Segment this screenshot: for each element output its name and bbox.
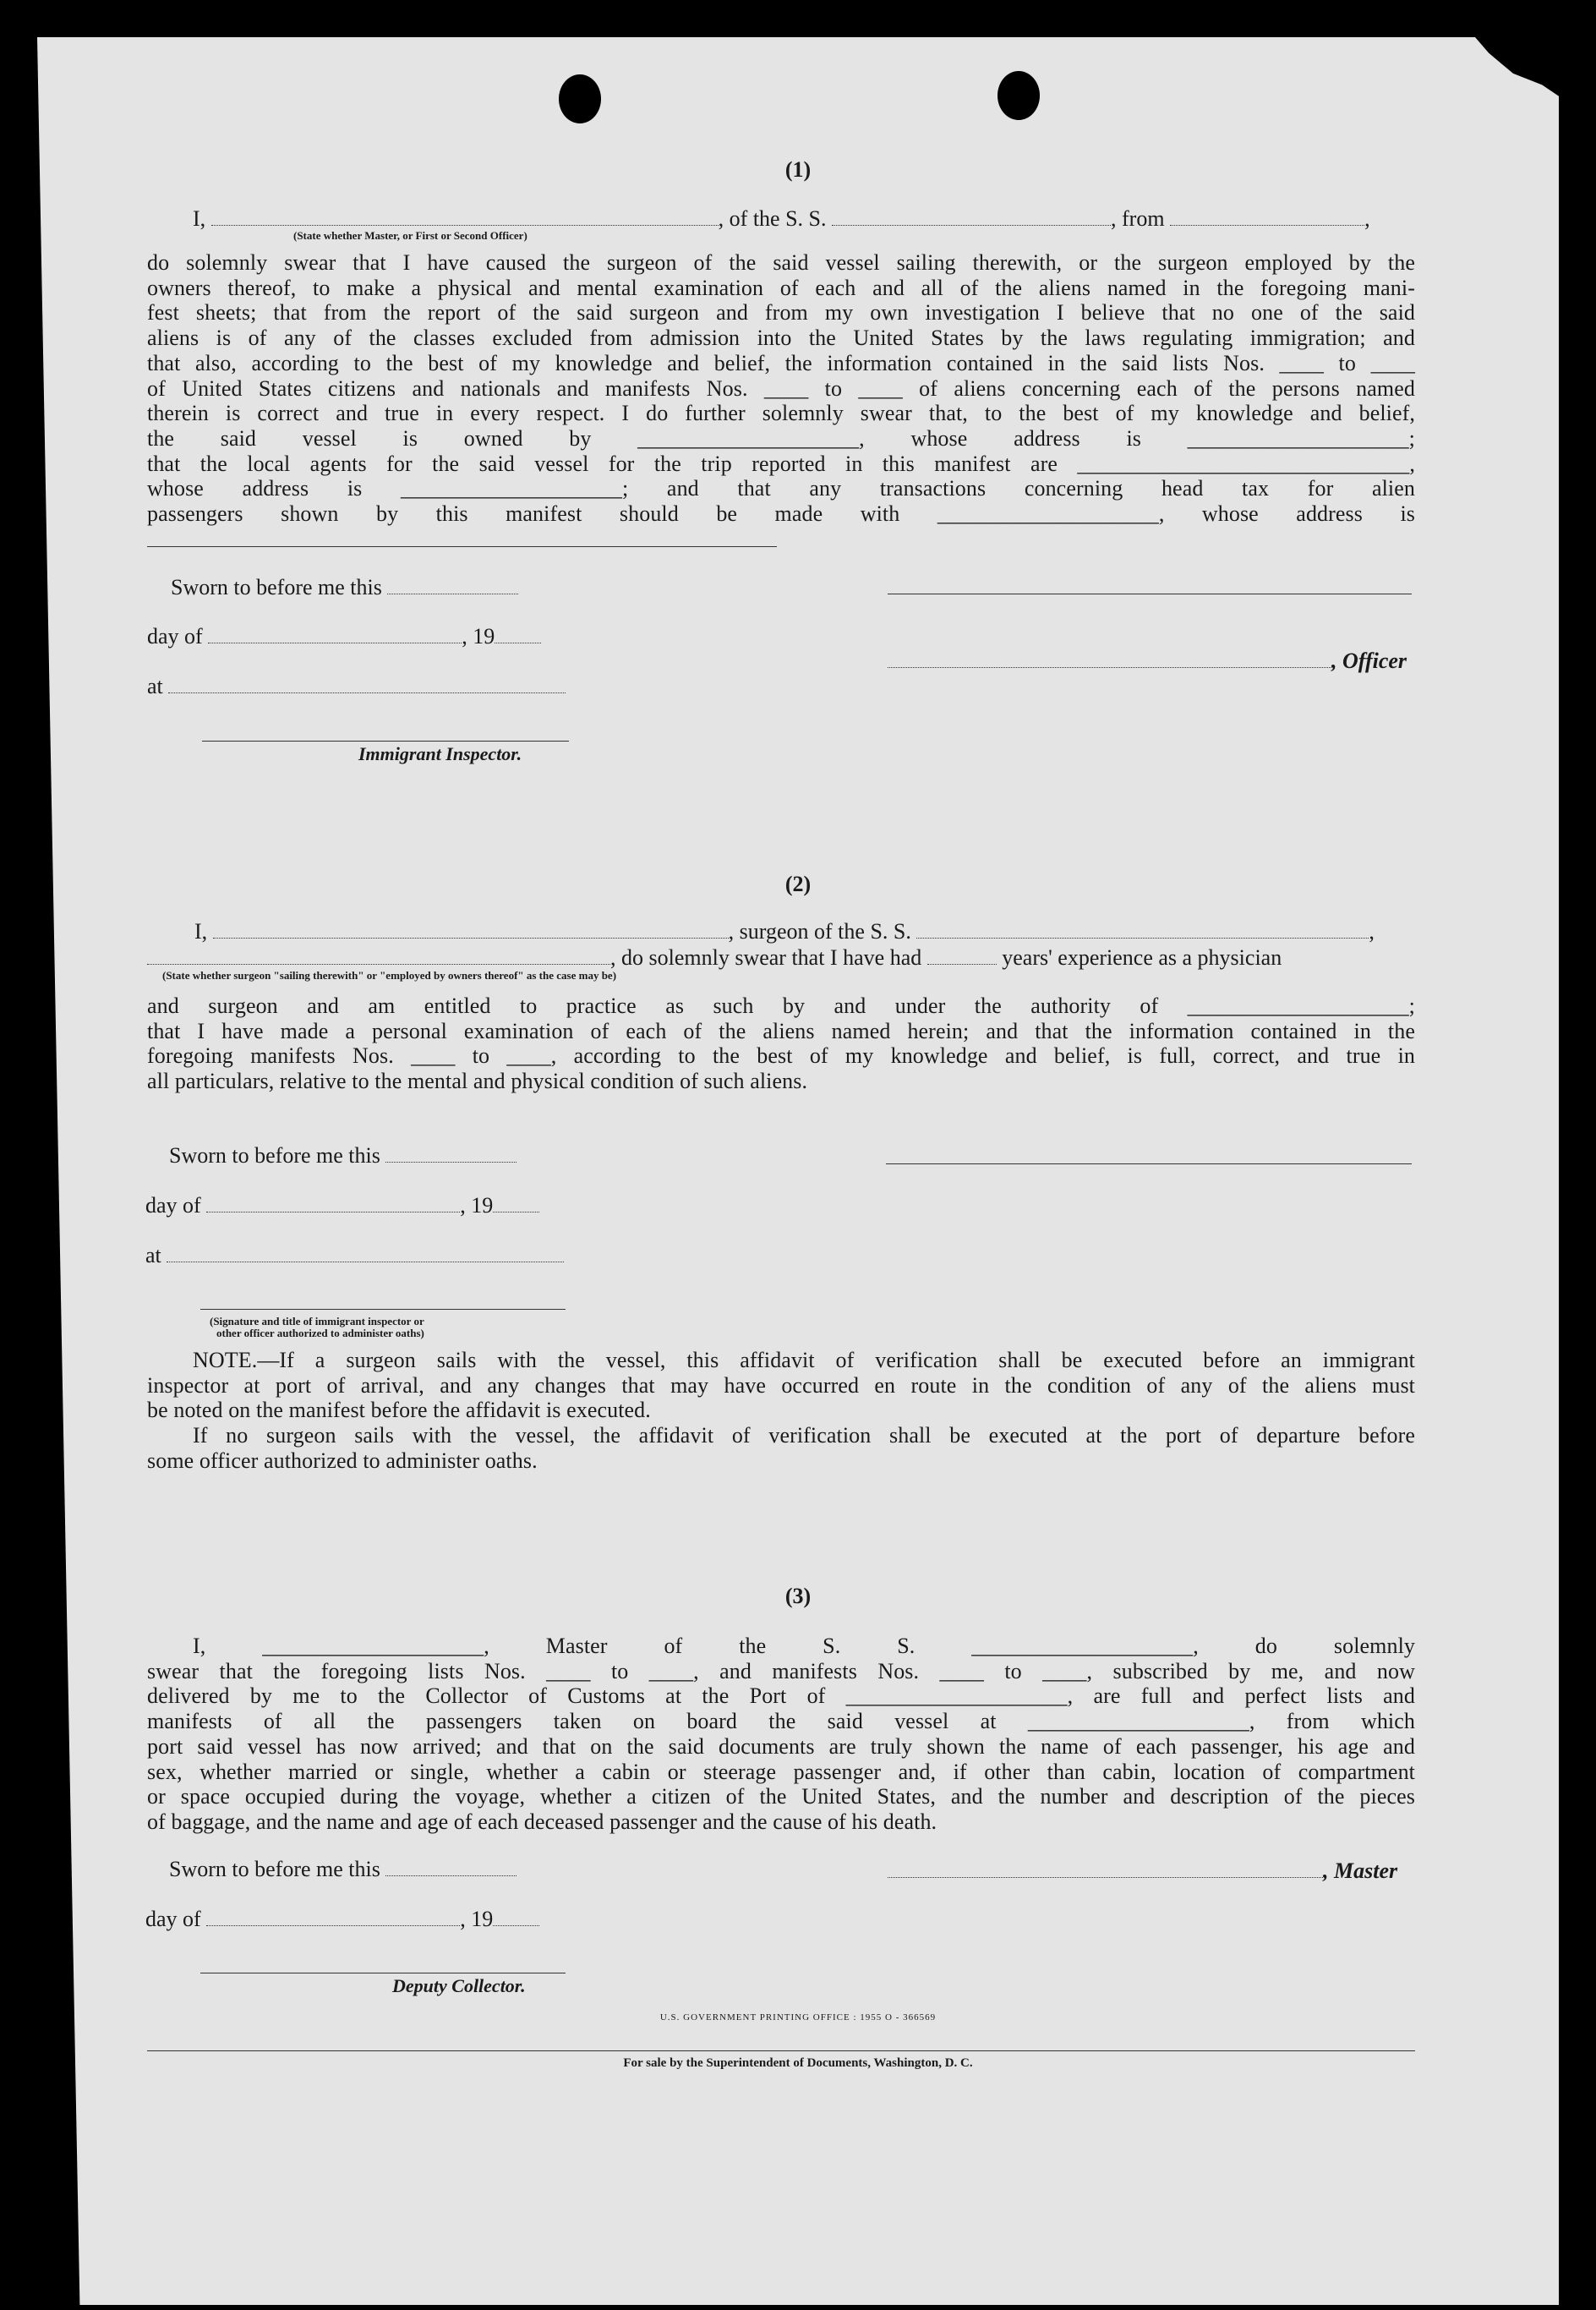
text-line: aliens is of any of the classes excluded from admission into the United States by the laws regulating immigration; and xyxy=(147,326,1415,351)
surgeon-capacity-field[interactable] xyxy=(147,947,610,965)
surgeon-name-field[interactable] xyxy=(213,921,729,939)
aff2-sworn-row: Sworn to before me this xyxy=(169,1143,517,1169)
text-line: therein is correct and true in every respect. I do further solemnly swear that, to the best of my knowledge and belief, xyxy=(147,401,1415,426)
text-line: and surgeon and am entitled to practice as such by and under the authority of ____________________; xyxy=(147,994,1415,1018)
text-line: NOTE.—If a surgeon sails with the vessel, this affidavit of verification shall be executed before an immigrant xyxy=(193,1348,1415,1372)
text-line: sex, whether married or single, whether a cabin or steerage passenger and, if other than cabin, location of compartment xyxy=(147,1759,1415,1784)
years-experience-field[interactable] xyxy=(927,947,997,965)
text-line: that I have made a personal examination of each of the aliens named herein; and that the information contained in the xyxy=(147,1018,1415,1043)
aff2-at-row: at xyxy=(145,1243,564,1268)
year-field[interactable] xyxy=(493,1908,539,1926)
immigrant-inspector-label: Immigrant Inspector. xyxy=(358,743,522,764)
text-line: be noted on the manifest before the affidavit is executed. xyxy=(147,1398,651,1423)
sworn-day-field[interactable] xyxy=(385,1145,517,1163)
text-line: some officer authorized to administer oaths. xyxy=(147,1448,538,1473)
ship-name-field[interactable] xyxy=(832,208,1111,226)
text-line: passengers shown by this manifest should be made with ____________________, whose address is xyxy=(147,501,1415,527)
inspector-signature-line[interactable] xyxy=(202,741,569,742)
text-line: port said vessel has now arrived; and that on the said documents are truly shown the name of each passenger, his age and xyxy=(147,1733,1415,1759)
aff1-officer-row: , Officer xyxy=(888,649,1407,674)
footer-rule xyxy=(147,2050,1415,2051)
text-line: the said vessel is owned by ____________________, whose address is ____________________; xyxy=(147,425,1415,451)
inspector-signature-line[interactable] xyxy=(200,1309,566,1310)
text-line: inspector at port of arrival, and any changes that may have occurred en route in the condition of any of the aliens must xyxy=(147,1372,1415,1398)
surgeon-capacity-hint: (State whether surgeon "sailing therewith" or "employed by owners thereof" as the case may be) xyxy=(162,969,617,982)
sworn-day-field[interactable] xyxy=(385,1858,517,1876)
aff2-day-row: day of , 19 xyxy=(145,1193,539,1218)
officer-title-field[interactable] xyxy=(888,650,1331,668)
text-line: or space occupied during the voyage, whether a citizen of the United States, and the number and description of the pieces xyxy=(147,1784,1415,1809)
signature-title-hint-1: (Signature and title of immigrant inspector or xyxy=(210,1315,424,1327)
aff3-master-row: , Master xyxy=(888,1858,1397,1884)
sale-notice: For sale by the Superintendent of Documents, Washington, D. C. xyxy=(623,2056,973,2070)
text-line: that the local agents for the said vessel for the trip reported in this manifest are ______________________________, xyxy=(147,451,1415,476)
surgeon-ship-field[interactable] xyxy=(916,921,1369,939)
text-line: of United States citizens and nationals and manifests Nos. ____ to ____ of aliens concerning each of the persons named xyxy=(147,375,1415,401)
year-field[interactable] xyxy=(493,1195,539,1212)
aff1-i-label: I, , of the S. S. , from , xyxy=(193,206,1370,231)
text-line: that also, according to the best of my knowledge and belief, the information contained in the said lists Nos. ____ to ____ xyxy=(147,350,1415,375)
punch-hole-left xyxy=(559,74,601,123)
signature-title-hint-2: other officer authorized to administer oaths) xyxy=(216,1327,424,1339)
aff2-line2: , do solemnly swear that I have had years' experience as a physician xyxy=(147,945,1282,971)
text-line: do solemnly swear that I have caused the surgeon of the said vessel sailing therewith, or the surgeon employed by the xyxy=(147,250,1415,275)
section-3-heading: (3) xyxy=(784,1584,812,1608)
text-line: delivered by me to the Collector of Customs at the Port of ____________________, are full and perfect lists and xyxy=(147,1683,1415,1709)
month-field[interactable] xyxy=(208,626,462,643)
deputy-collector-label: Deputy Collector. xyxy=(392,1975,526,1996)
aff1-sworn-row: Sworn to before me this xyxy=(171,575,518,600)
section-1-heading: (1) xyxy=(784,157,812,182)
surgeon-signature-line[interactable] xyxy=(886,1163,1412,1164)
month-field[interactable] xyxy=(206,1908,460,1926)
note-label: NOTE. xyxy=(193,1348,258,1372)
text-line: fest sheets; that from the report of the said surgeon and from my own investigation I believe that no one of the said xyxy=(147,300,1415,326)
master-signature-field[interactable] xyxy=(888,1860,1323,1878)
text-line: foregoing manifests Nos. ____ to ____, according to the best of my knowledge and belief, is full, correct, and true in xyxy=(147,1043,1415,1069)
affidavit-3-body xyxy=(147,1634,1415,1835)
affidavit-2-body xyxy=(147,994,1415,1094)
note-block xyxy=(147,1348,1415,1474)
aff1-day-row: day of , 19 xyxy=(147,624,541,649)
aff2-line1: I, , surgeon of the S. S. , xyxy=(194,919,1375,944)
affidavit-1-body xyxy=(147,250,1415,527)
text-line: whose address is ____________________; and that any transactions concerning head tax for alien xyxy=(147,476,1415,501)
text-line: of baggage, and the name and age of each deceased passenger and the cause of his death. xyxy=(147,1809,937,1834)
printing-office-imprint: U.S. GOVERNMENT PRINTING OFFICE : 1955 O - 366569 xyxy=(659,2012,937,2023)
place-field[interactable] xyxy=(167,1245,564,1262)
text-line: I, ____________________, Master of the S. S. ____________________, do solemnly xyxy=(193,1634,1415,1658)
officer-name-field[interactable] xyxy=(211,208,719,226)
place-field[interactable] xyxy=(168,676,566,693)
text-line: owners thereof, to make a physical and mental examination of each and all of the aliens named in the foregoing mani- xyxy=(147,275,1415,300)
from-port-field[interactable] xyxy=(1170,208,1364,226)
sworn-day-field[interactable] xyxy=(387,577,518,594)
month-field[interactable] xyxy=(206,1195,460,1212)
officer-rank-hint: (State whether Master, or First or Second Officer) xyxy=(293,229,527,242)
address-continuation-line[interactable] xyxy=(147,546,777,547)
aff3-sworn-row: Sworn to before me this xyxy=(169,1857,517,1882)
text-line: all particulars, relative to the mental and physical condition of such aliens. xyxy=(147,1069,808,1094)
aff3-day-row: day of , 19 xyxy=(145,1907,539,1932)
text-line: If no surgeon sails with the vessel, the affidavit of verification shall be executed at the port of departure before xyxy=(193,1423,1415,1448)
year-field[interactable] xyxy=(495,626,541,643)
section-2-heading: (2) xyxy=(784,872,812,896)
punch-hole-right xyxy=(998,71,1040,120)
aff1-at-row: at xyxy=(147,674,566,699)
text-line: manifests of all the passengers taken on board the said vessel at ____________________, from which xyxy=(147,1709,1415,1734)
text-line: swear that the foregoing lists Nos. ____ to ____, and manifests Nos. ____ to ____, subscribed by me, and now xyxy=(147,1658,1415,1683)
